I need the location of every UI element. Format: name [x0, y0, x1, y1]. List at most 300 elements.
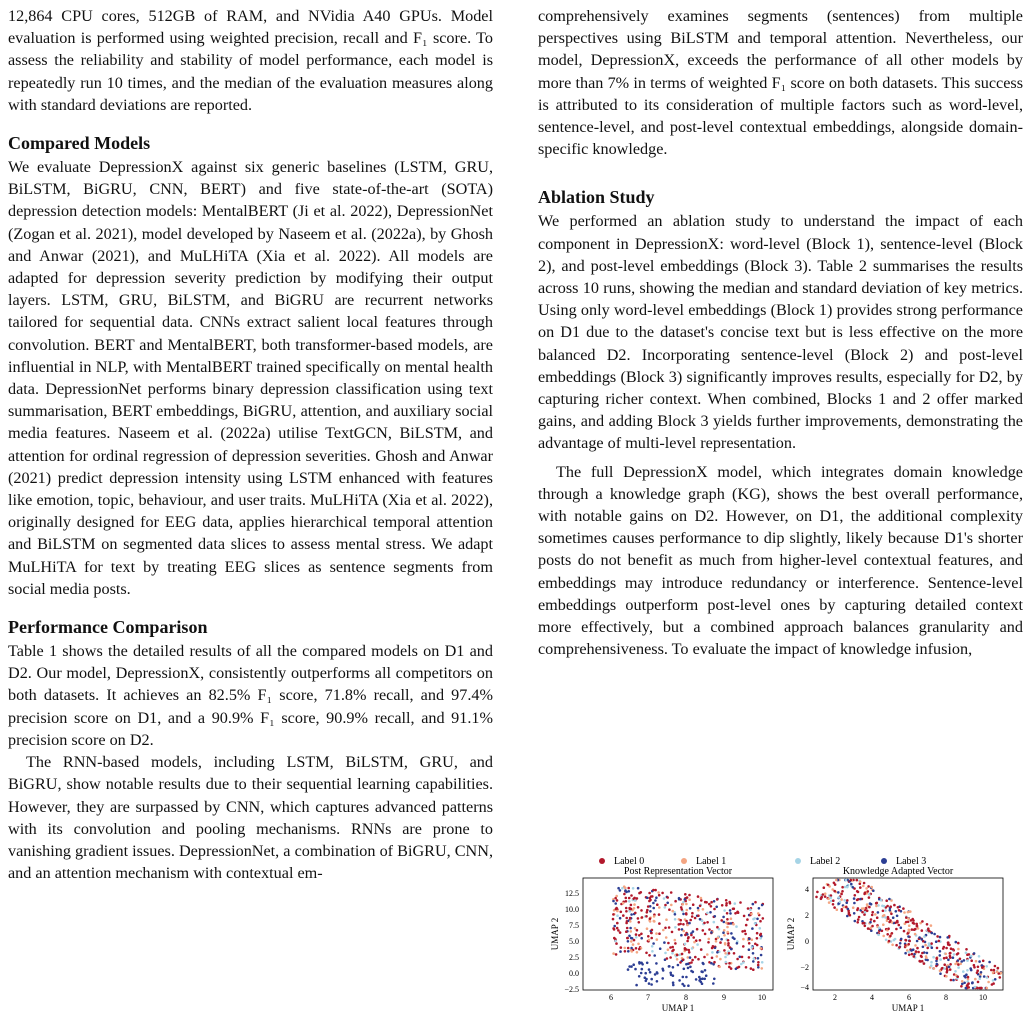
scatter-point: [711, 951, 714, 954]
scatter-point: [688, 949, 691, 952]
scatter-point: [727, 939, 730, 942]
scatter-point: [871, 911, 874, 914]
scatter-point: [913, 955, 916, 958]
legend-label-0: Label 0: [614, 856, 645, 867]
scatter-point: [679, 961, 682, 964]
scatter-point: [726, 912, 729, 915]
scatter-point: [970, 969, 973, 972]
scatter-point: [722, 916, 725, 919]
scatter-point: [721, 904, 724, 907]
scatter-point: [848, 913, 851, 916]
scatter-point: [845, 906, 848, 909]
scatter-point: [932, 956, 935, 959]
scatter-point: [723, 929, 726, 932]
scatter-point: [687, 967, 690, 970]
scatter-point: [679, 919, 682, 922]
scatter-point: [886, 933, 889, 936]
scatter-point: [710, 901, 713, 904]
scatter-point: [915, 923, 918, 926]
scatter-point: [676, 954, 679, 957]
scatter-point: [630, 940, 633, 943]
scatter-point: [713, 978, 716, 981]
scatter-point: [930, 964, 933, 967]
scatter-point: [686, 940, 689, 943]
scatter-point: [627, 947, 630, 950]
scatter-point: [888, 921, 891, 924]
scatter-point: [840, 898, 843, 901]
scatter-point: [651, 950, 654, 953]
scatter-point: [619, 917, 622, 920]
scatter-point: [652, 907, 655, 910]
scatter-point: [759, 927, 762, 930]
scatter-point: [980, 971, 983, 974]
scatter-point: [701, 919, 704, 922]
scatter-point: [706, 921, 709, 924]
scatter-point: [897, 906, 900, 909]
scatter-point: [734, 912, 737, 915]
scatter-point: [650, 983, 653, 986]
scatter-point: [635, 947, 638, 950]
scatter-point: [939, 972, 942, 975]
scatter-point: [672, 984, 675, 987]
scatter-point: [946, 936, 949, 939]
scatter-point: [737, 911, 740, 914]
scatter-point: [974, 978, 977, 981]
scatter-point: [730, 922, 733, 925]
scatter-point: [853, 912, 856, 915]
scatter-point: [715, 940, 718, 943]
scatter-point: [921, 952, 924, 955]
paragraph-intro-right: comprehensively examines segments (sentences) from multiple perspectives using BiLSTM and temporal attention. Nevertheless, our model, DepressionX, exceeds the performance of all other models by more than 7% in terms of weighted F₁ score on both datasets. This success is attributed to its consideration of multiple factors such as word-level, sentence-level, and post-level contextual embeddings, alongside domain-specific knowledge.: [538, 7, 1023, 159]
scatter-point: [612, 918, 615, 921]
scatter-point: [681, 983, 684, 986]
scatter-point: [626, 937, 629, 940]
scatter-point: [703, 922, 706, 925]
scatter-point: [740, 963, 743, 966]
scatter-point: [629, 920, 632, 923]
scatter-point: [856, 890, 859, 893]
scatter-point: [690, 934, 693, 937]
scatter-point: [720, 938, 723, 941]
scatter-point: [930, 942, 933, 945]
scatter-point: [620, 911, 623, 914]
ytick-left-5: 0.0: [569, 969, 579, 978]
scatter-point: [753, 917, 756, 920]
scatter-point: [629, 927, 632, 930]
scatter-point: [716, 926, 719, 929]
scatter-point: [685, 920, 688, 923]
ytick-left-3: 5.0: [569, 937, 579, 946]
scatter-point: [878, 927, 881, 930]
scatter-point: [687, 956, 690, 959]
scatter-point: [936, 947, 939, 950]
scatter-point: [854, 920, 857, 923]
scatter-point: [867, 890, 870, 893]
scatter-point: [626, 927, 629, 930]
scatter-point: [960, 985, 963, 988]
scatter-point: [822, 893, 825, 896]
scatter-point: [707, 941, 710, 944]
scatter-point: [961, 980, 964, 983]
scatter-point: [857, 918, 860, 921]
scatter-point: [622, 914, 625, 917]
scatter-point: [681, 953, 684, 956]
scatter-point: [971, 981, 974, 984]
scatter-point: [992, 971, 995, 974]
scatter-point: [757, 912, 760, 915]
scatter-point: [646, 911, 649, 914]
scatter-point: [706, 953, 709, 956]
scatter-point: [931, 946, 934, 949]
scatter-point: [863, 907, 866, 910]
scatter-point: [685, 903, 688, 906]
scatter-point: [691, 915, 694, 918]
scatter-point: [993, 969, 996, 972]
scatter-point: [908, 930, 911, 933]
scatter-point: [671, 946, 674, 949]
scatter-point: [665, 936, 668, 939]
scatter-point: [926, 952, 929, 955]
scatter-point: [687, 963, 690, 966]
scatter-point: [986, 987, 989, 990]
scatter-point: [900, 938, 903, 941]
scatter-point: [730, 917, 733, 920]
scatter-point: [877, 911, 880, 914]
scatter-point: [640, 933, 643, 936]
scatter-point: [617, 929, 620, 932]
scatter-point: [621, 887, 624, 890]
scatter-point: [760, 954, 763, 957]
scatter-point: [665, 918, 668, 921]
scatter-point: [925, 957, 928, 960]
scatter-point: [627, 887, 630, 890]
scatter-point: [870, 886, 873, 889]
scatter-point: [992, 982, 995, 985]
scatter-point: [820, 896, 823, 899]
scatter-point: [846, 899, 849, 902]
scatter-point: [947, 941, 950, 944]
scatter-point: [682, 913, 685, 916]
scatter-point: [832, 903, 835, 906]
scatter-point: [678, 979, 681, 982]
xtick-left-3: 9: [722, 993, 726, 1002]
scatter-point: [696, 928, 699, 931]
scatter-point: [864, 892, 867, 895]
scatter-point: [638, 948, 641, 951]
scatter-point: [711, 957, 714, 960]
scatter-point: [871, 914, 874, 917]
scatter-point: [640, 972, 643, 975]
scatter-point: [664, 952, 667, 955]
scatter-point: [637, 906, 640, 909]
scatter-point: [719, 941, 722, 944]
ytick-right-0: 4: [805, 885, 809, 894]
legend-marker-3: [881, 858, 887, 864]
scatter-point: [723, 909, 726, 912]
scatter-point: [695, 978, 698, 981]
scatter-point: [651, 895, 654, 898]
scatter-point: [677, 964, 680, 967]
scatter-point: [816, 891, 819, 894]
scatter-point: [943, 967, 946, 970]
scatter-point: [700, 948, 703, 951]
scatter-point: [668, 908, 671, 911]
xtick-left-0: 6: [609, 993, 613, 1002]
scatter-point: [627, 940, 630, 943]
scatter-point: [947, 959, 950, 962]
scatter-point: [922, 946, 925, 949]
scatter-point: [909, 910, 912, 913]
scatter-point: [645, 915, 648, 918]
scatter-point: [757, 957, 760, 960]
scatter-point: [630, 937, 633, 940]
scatter-point: [987, 981, 990, 984]
ytick-right-3: −2: [800, 963, 809, 972]
scatter-point: [868, 906, 871, 909]
xtick-left-4: 10: [758, 993, 766, 1002]
scatter-point: [952, 956, 955, 959]
scatter-point: [875, 905, 878, 908]
scatter-point: [625, 917, 628, 920]
scatter-point: [699, 939, 702, 942]
scatter-point: [976, 971, 979, 974]
scatter-point: [615, 895, 618, 898]
scatter-point: [866, 910, 869, 913]
scatter-point: [633, 939, 636, 942]
xtick-right-2: 6: [907, 993, 911, 1002]
scatter-point: [720, 919, 723, 922]
scatter-point: [907, 935, 910, 938]
scatter-point: [646, 962, 649, 965]
scatter-point: [630, 930, 633, 933]
scatter-point: [729, 912, 732, 915]
paragraph-performance-1: Table 1 shows the detailed results of all the compared models on D1 and D2. Our model, DepressionX, consistently outperforms all competitors on both datasets. It achieves an 82.5% F₁ score, 71.8% recall, and 97.4% precision score on D1, and a 90.9% F₁ score, 90.9% recall, and 91.1% precision score on D2.: [8, 642, 493, 749]
scatter-point: [670, 891, 673, 894]
scatter-point: [943, 957, 946, 960]
scatter-point: [652, 889, 655, 892]
scatter-point: [966, 969, 969, 972]
scatter-point: [712, 946, 715, 949]
scatter-point: [977, 981, 980, 984]
scatter-point: [702, 908, 705, 911]
ytick-left-0: 12.5: [565, 889, 579, 898]
scatter-point: [745, 966, 748, 969]
scatter-point: [638, 975, 641, 978]
scatter-point: [692, 971, 695, 974]
scatter-point: [674, 913, 677, 916]
scatter-point: [893, 939, 896, 942]
ytick-left-1: 10.0: [565, 905, 579, 914]
scatter-point: [967, 976, 970, 979]
scatter-point: [845, 901, 848, 904]
scatter-point: [936, 935, 939, 938]
scatter-point: [644, 972, 647, 975]
scatter-point: [891, 932, 894, 935]
scatter-point: [647, 935, 650, 938]
scatter-point: [939, 936, 942, 939]
scatter-point: [689, 956, 692, 959]
scatter-point: [666, 957, 669, 960]
scatter-point: [649, 917, 652, 920]
scatter-point: [939, 954, 942, 957]
scatter-point: [815, 896, 818, 899]
scatter-point: [650, 978, 653, 981]
scatter-point: [949, 952, 952, 955]
scatter-point: [876, 916, 879, 919]
scatter-point: [713, 921, 716, 924]
scatter-point: [898, 909, 901, 912]
scatter-point: [895, 928, 898, 931]
scatter-point: [646, 927, 649, 930]
scatter-point: [747, 907, 750, 910]
scatter-point: [722, 931, 725, 934]
scatter-point: [689, 919, 692, 922]
paragraph-performance-2: The RNN-based models, including LSTM, BiLSTM, GRU, and BiGRU, show notable results due to their sequential learning capabilities. However, they are surpassed by CNN, which captures advanced patterns with its convolution and pooling mechanisms. RNNs are prone to vanishing gradient issues. DepressionNet, a combination of BiGRU, CNN, and an attention mechanism with contextual em-: [8, 753, 493, 883]
scatter-point: [988, 961, 991, 964]
legend-label-2: Label 2: [810, 856, 841, 867]
scatter-point: [669, 946, 672, 949]
scatter-point: [754, 901, 757, 904]
scatter-point: [863, 913, 866, 916]
scatter-point: [891, 944, 894, 947]
scatter-point: [917, 951, 920, 954]
scatter-point: [870, 918, 873, 921]
scatter-point: [672, 981, 675, 984]
scatter-point: [757, 964, 760, 967]
scatter-point: [962, 970, 965, 973]
scatter-point: [914, 944, 917, 947]
scatter-point: [690, 961, 693, 964]
scatter-point: [684, 893, 687, 896]
scatter-point: [716, 898, 719, 901]
scatter-point: [862, 885, 865, 888]
scatter-point: [630, 894, 633, 897]
scatter-point: [663, 941, 666, 944]
scatter-point: [630, 904, 633, 907]
scatter-point: [756, 932, 759, 935]
scatter-point: [637, 917, 640, 920]
scatter-point: [907, 943, 910, 946]
scatter-points-left: [612, 885, 764, 987]
scatter-point: [924, 944, 927, 947]
scatter-point: [899, 942, 902, 945]
scatter-point: [736, 942, 739, 945]
scatter-point: [856, 909, 859, 912]
scatter-point: [751, 927, 754, 930]
scatter-point: [751, 946, 754, 949]
scatter-point: [674, 926, 677, 929]
scatter-point: [867, 885, 870, 888]
scatter-point: [858, 916, 861, 919]
scatter-point: [666, 902, 669, 905]
scatter-point: [882, 923, 885, 926]
scatter-point: [900, 926, 903, 929]
scatter-point: [661, 892, 664, 895]
scatter-point: [759, 920, 762, 923]
scatter-point: [674, 939, 677, 942]
scatter-point: [619, 889, 622, 892]
scatter-point: [835, 879, 838, 882]
scatter-point: [625, 900, 628, 903]
scatter-point: [647, 905, 650, 908]
ylabel-right: UMAP 2: [786, 917, 796, 951]
scatter-point: [645, 978, 648, 981]
legend-label-1: Label 1: [696, 856, 727, 867]
scatter-point: [759, 934, 762, 937]
scatter-point: [840, 893, 843, 896]
scatter-point: [648, 954, 651, 957]
scatter-point: [750, 913, 753, 916]
scatter-point: [956, 953, 959, 956]
scatter-point: [655, 896, 658, 899]
scatter-point: [616, 927, 619, 930]
scatter-point: [678, 923, 681, 926]
scatter-point: [963, 959, 966, 962]
scatter-point: [616, 914, 619, 917]
scatter-point: [997, 967, 1000, 970]
scatter-point: [907, 951, 910, 954]
scatter-point: [918, 936, 921, 939]
scatter-point: [633, 903, 636, 906]
scatter-point: [978, 977, 981, 980]
scatter-point: [635, 936, 638, 939]
scatter-point: [841, 890, 844, 893]
scatter-point: [715, 906, 718, 909]
scatter-point: [725, 899, 728, 902]
scatter-point: [612, 952, 615, 955]
scatter-point: [661, 968, 664, 971]
scatter-point: [952, 979, 955, 982]
scatter-point: [699, 918, 702, 921]
scatter-point: [628, 965, 631, 968]
scatter-point: [655, 962, 658, 965]
scatter-point: [710, 931, 713, 934]
scatter-point: [904, 952, 907, 955]
scatter-point: [697, 907, 700, 910]
scatter-point: [852, 906, 855, 909]
scatter-point: [730, 932, 733, 935]
scatter-point: [685, 976, 688, 979]
scatter-point: [682, 976, 685, 979]
scatter-point: [926, 923, 929, 926]
scatter-point: [914, 933, 917, 936]
scatter-point: [957, 948, 960, 951]
scatter-point: [742, 945, 745, 948]
scatter-point: [640, 891, 643, 894]
scatter-point: [667, 942, 670, 945]
scatter-point: [635, 984, 638, 987]
scatter-point: [628, 890, 631, 893]
scatter-point: [966, 959, 969, 962]
scatter-point: [664, 906, 667, 909]
ytick-right-4: −4: [800, 983, 809, 992]
scatter-point: [877, 934, 880, 937]
scatter-point: [996, 970, 999, 973]
scatter-point: [615, 953, 618, 956]
scatter-point: [653, 920, 656, 923]
scatter-point: [748, 948, 751, 951]
scatter-point: [614, 902, 617, 905]
scatter-point: [656, 903, 659, 906]
scatter-point: [633, 907, 636, 910]
scatter-point: [658, 906, 661, 909]
scatter-point: [729, 909, 732, 912]
scatter-point: [638, 921, 641, 924]
scatter-point: [726, 918, 729, 921]
scatter-point: [959, 963, 962, 966]
scatter-point: [612, 900, 615, 903]
scatter-point: [908, 954, 911, 957]
